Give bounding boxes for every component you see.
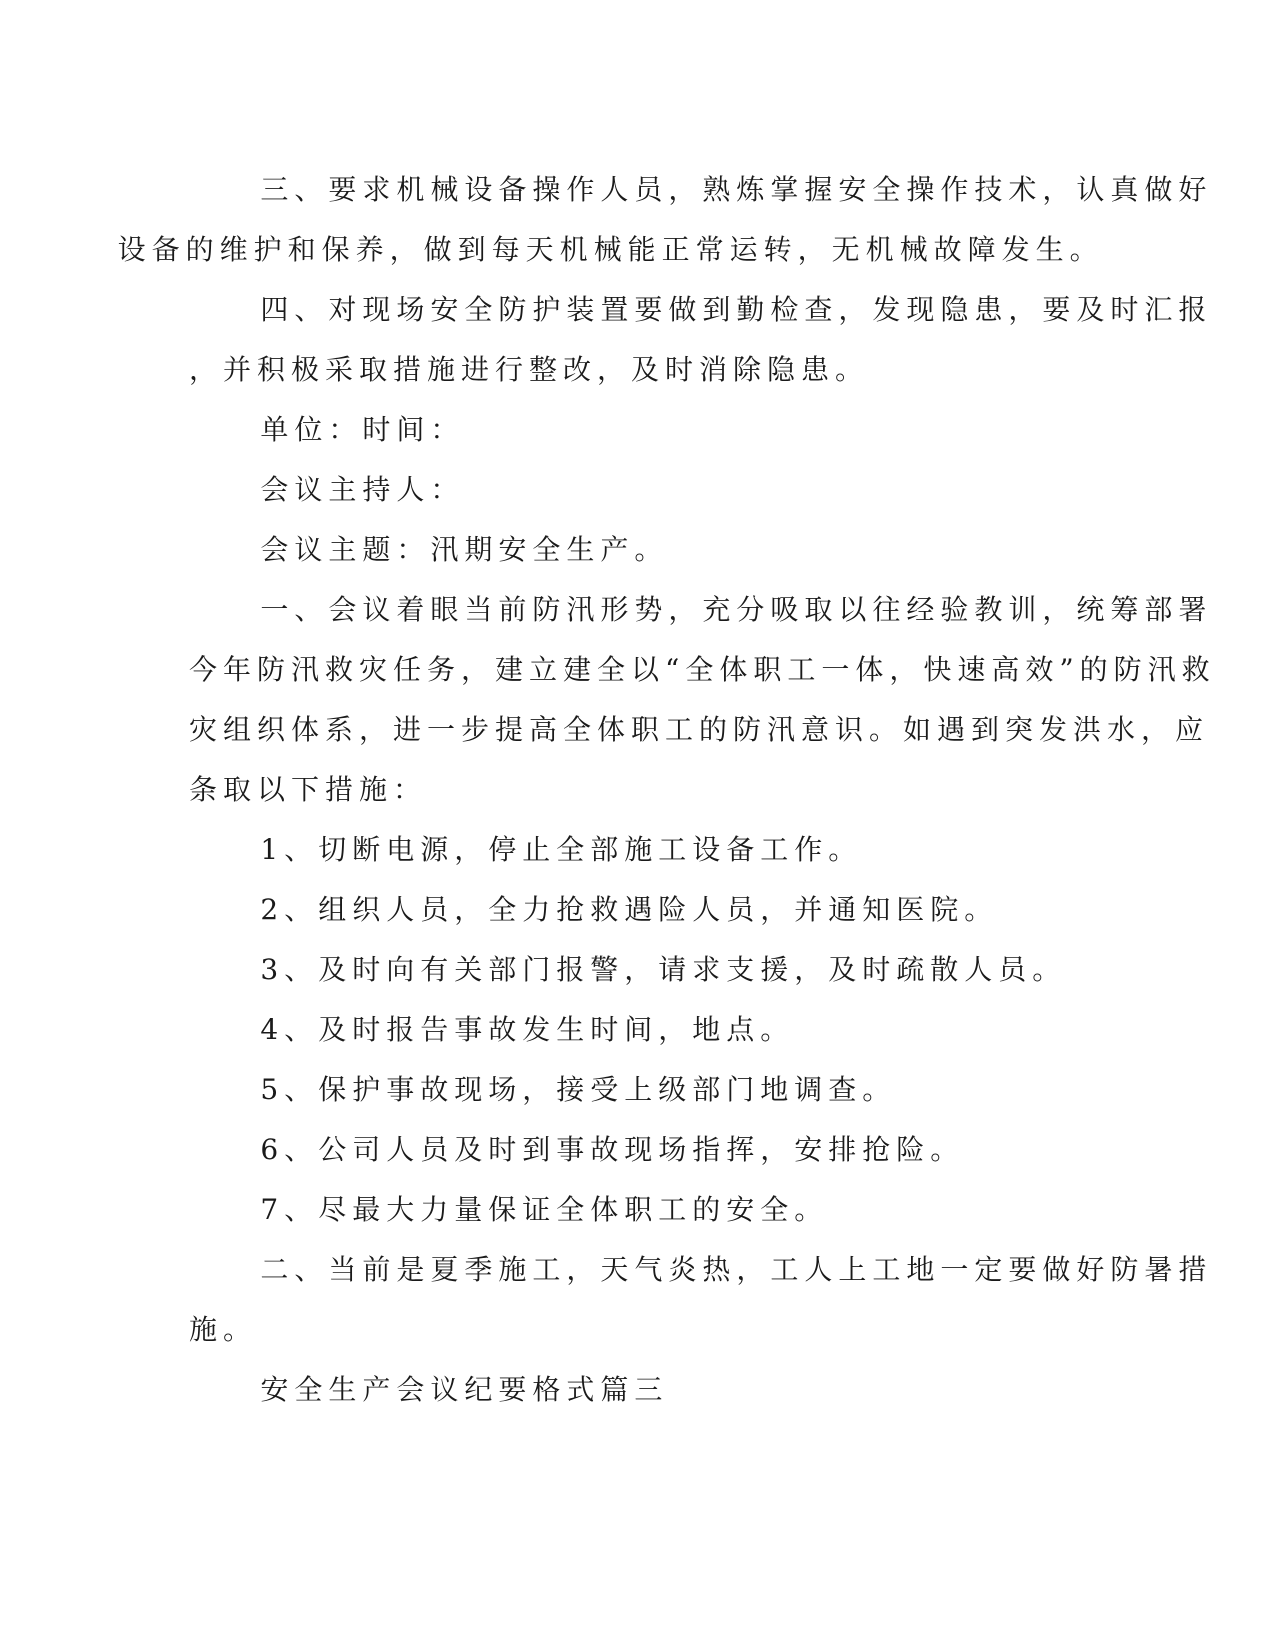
list-item-2	[189, 880, 1085, 940]
text-line: 灾组织体系，进一步提高全体职工的防汛意识。如遇到突发洪水，应	[189, 713, 1210, 746]
text-line: 一、会议着眼当前防汛形势，充分吸取以往经验教训，统筹部署	[260, 593, 1213, 626]
text-line: 3、及时向有关部门报警，请求支援，及时疏散人员。	[260, 953, 1067, 986]
text-line: 三、要求机械设备操作人员，熟炼掌握安全操作技术，认真做好	[260, 173, 1213, 206]
paragraph-summer-heat	[189, 1240, 1213, 1360]
list-item-4	[189, 1000, 1085, 1060]
list-item-7	[189, 1180, 1085, 1240]
paragraph-machinery-maintenance	[117, 160, 1213, 280]
list-item-6	[189, 1120, 1085, 1180]
text-line: 安全生产会议纪要格式篇三	[260, 1373, 669, 1406]
paragraph-unit-time	[189, 400, 1085, 460]
list-item-3	[189, 940, 1085, 1000]
text-line: 4、及时报告事故发生时间，地点。	[260, 1013, 795, 1046]
text-line: 单位：时间：	[260, 413, 465, 446]
section-heading	[189, 1360, 1085, 1420]
text-line: 6、公司人员及时到事故现场指挥，安排抢险。	[260, 1133, 965, 1166]
list-item-1	[189, 820, 1085, 880]
text-line: 四、对现场安全防护装置要做到勤检查，发现隐患，要及时汇报	[260, 293, 1213, 326]
text-line: 施。	[189, 1313, 258, 1346]
text-line: 设备的维护和保养，做到每天机械能正常运转，无机械故障发生。	[117, 233, 1104, 266]
paragraph-meeting-host	[189, 460, 1085, 520]
text-line: 会议主题：汛期安全生产。	[260, 533, 669, 566]
paragraph-flood-prevention	[189, 580, 1216, 820]
text-line: 5、保护事故现场，接受上级部门地调查。	[260, 1073, 897, 1106]
paragraph-meeting-topic	[189, 520, 1085, 580]
document-body	[117, 160, 1216, 1420]
text-line: 7、尽最大力量保证全体职工的安全。	[260, 1193, 829, 1226]
paragraph-safety-inspection	[189, 280, 1213, 400]
list-item-5	[189, 1060, 1085, 1120]
text-line: 二、当前是夏季施工，天气炎热，工人上工地一定要做好防暑措	[260, 1253, 1213, 1286]
text-line: 条取以下措施：	[189, 773, 428, 806]
text-line: 会议主持人：	[260, 473, 465, 506]
text-line: 1、切断电源，停止全部施工设备工作。	[260, 833, 863, 866]
text-line: 2、组织人员，全力抢救遇险人员，并通知医院。	[260, 893, 999, 926]
text-line: ，并积极采取措施进行整改，及时消除隐患。	[189, 353, 870, 386]
text-line: 今年防汛救灾任务，建立建全以“全体职工一体，快速高效”的防汛救	[189, 653, 1216, 686]
